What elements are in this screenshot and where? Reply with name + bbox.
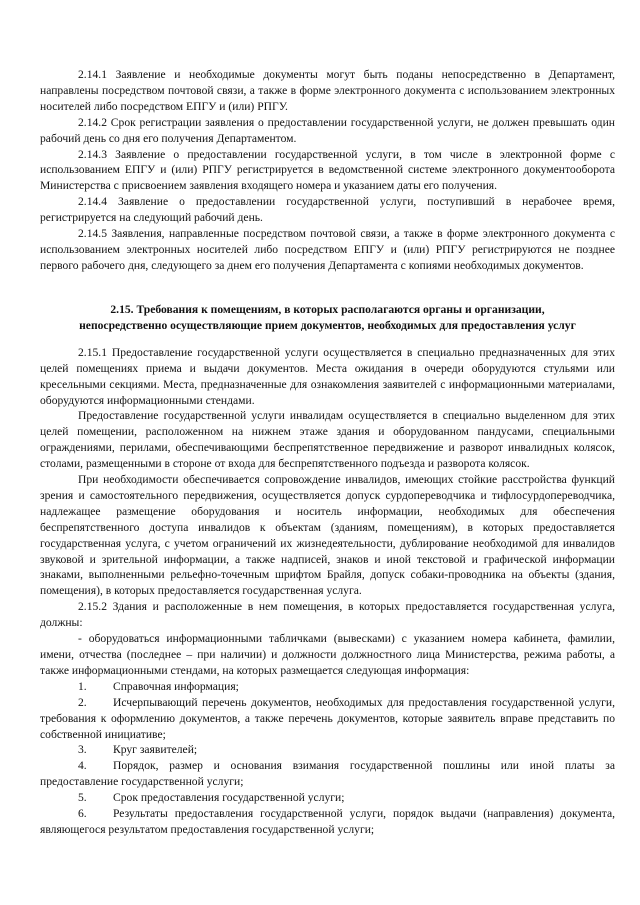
- list-item: [40, 758, 615, 790]
- list-item-number: 4.: [78, 759, 87, 773]
- list-item-number: 6.: [78, 807, 87, 821]
- list-item: [40, 695, 615, 743]
- list-item-text: Исчерпывающий перечень документов, необходимых для предоставления государственной услуги, требования к оформлению документов, а также перечень документов, которые заявитель вправе представить по собственной инициативе;: [40, 695, 615, 741]
- list-item-number: 3.: [78, 743, 87, 757]
- list-item-number: 1.: [78, 679, 87, 693]
- list-item-text: Круг заявителей;: [113, 743, 198, 757]
- paragraph-2-14-4: 2.14.4 Заявление о предоставлении государственной услуги, поступивший в нерабочее время, регистрируется на следующий рабочий день.: [40, 195, 615, 225]
- list-item-text: Результаты предоставления государственной услуги, порядок выдачи (направления) документа, являющегося результатом предоставления государственной услуги;: [40, 807, 615, 836]
- paragraph-2-14-1: 2.14.1 Заявление и необходимые документы могут быть поданы непосредственно в Департамент, направлены посредством почтовой связи, а также в форме электронного документа с использованием электронных носителей либо посредством ЕПГУ и (или) РПГУ.: [40, 68, 615, 113]
- list-item-text: Срок предоставления государственной услуги;: [113, 791, 345, 805]
- section-heading-2-15: [40, 302, 615, 334]
- heading-line-1: 2.15. Требования к помещениям, в которых располагаются органы и организации,: [110, 302, 545, 316]
- paragraph-2-15-2: 2.15.2 Здания и расположенные в нем помещения, в которых предоставляется государственная услуга, должны:: [40, 600, 615, 630]
- list-item-number: 5.: [78, 791, 87, 805]
- list-item-text: Порядок, размер и основания взимания государственной пошлины или иной платы за предоставление государственной услуги;: [40, 759, 615, 789]
- paragraph-2-14-2: 2.14.2 Срок регистрации заявления о предоставлении государственной услуги, не должен превышать один рабочий день со дня его получения Департаментом.: [40, 115, 615, 145]
- list-item-text: Справочная информация;: [113, 679, 239, 693]
- paragraph-info-plates: - оборудоваться информационными табличками (вывесками) с указанием номера кабинета, фамилии, имени, отчества (последнее – при наличии) и должности должностного лица Министерства, режима работы, а также информационными стендами, на которых размещается следующая информация:: [40, 632, 615, 677]
- paragraph-disabled-access: Предоставление государственной услуги инвалидам осуществляется в специально выделенном для этих целей помещении, расположенном на нижнем этаже здания и оборудованном пандусами, специальными ограждениями, перилами, обеспечивающими беспрепятственное передвижение и разворот инвалидных колясок, столами, размещенными в стороне от входа для беспрепятственного подъезда и разворота колясок.: [40, 409, 615, 471]
- list-item: [40, 742, 615, 758]
- section-spacer: [40, 274, 615, 302]
- list-item: [40, 790, 615, 806]
- list-item-number: 2.: [78, 695, 87, 709]
- document-page: [40, 67, 615, 838]
- paragraph-2-14-3: 2.14.3 Заявление о предоставлении государственной услуги, в том числе в электронной форме с использованием ЕПГУ и (или) РПГУ регистрируется в ведомственной системе электронного документооборота Министерства с присвоением заявления входящего номера и указанием даты его получения.: [40, 147, 615, 193]
- paragraph-2-14-5: 2.14.5 Заявления, направленные посредством почтовой связи, а также в форме электронного документа с использованием электронных носителей либо посредством ЕПГУ и (или) РПГУ регистрируются не позднее первого рабочего дня, следующего за днем его получения Департамента с копиями необходимых документов.: [40, 227, 615, 272]
- heading-line-2: непосредственно осуществляющие прием документов, необходимых для предоставления услуг: [79, 318, 576, 332]
- paragraph-escort: При необходимости обеспечивается сопровождение инвалидов, имеющих стойкие расстройства функций зрения и самостоятельного передвижения, осуществляется допуск сурдопереводчика и тифлосурдопереводчика, надлежащее размещение оборудования и носитель информации, необходимых для обеспечения беспрепятственного доступа инвалидов к объектам (зданиям, помещениям), в которых предоставляется государственная услуга, с учетом ограничений их жизнедеятельности, дублирование необходимой для инвалидов звуковой и зрительной информации, а также надписей, знаков и иной текстовой и графической информации знаками, выполненными рельефно-точечным шрифтом Брайля, допуск собаки-проводника на объекты (здания, помещения), в которых предоставляется государственная услуга.: [40, 473, 615, 598]
- list-item: [40, 806, 615, 838]
- paragraph-2-15-1: 2.15.1 Предоставление государственной услуги осуществляется в специально предназначенных для этих целей помещениях приема и выдачи документов. Места ожидания в очереди оборудуются стульями или кресельными секциями. Места, предназначенные для ознакомления заявителей с информационными материалами, оборудуются информационными стендами.: [40, 345, 615, 407]
- info-list: [40, 679, 615, 838]
- list-item: [40, 679, 615, 695]
